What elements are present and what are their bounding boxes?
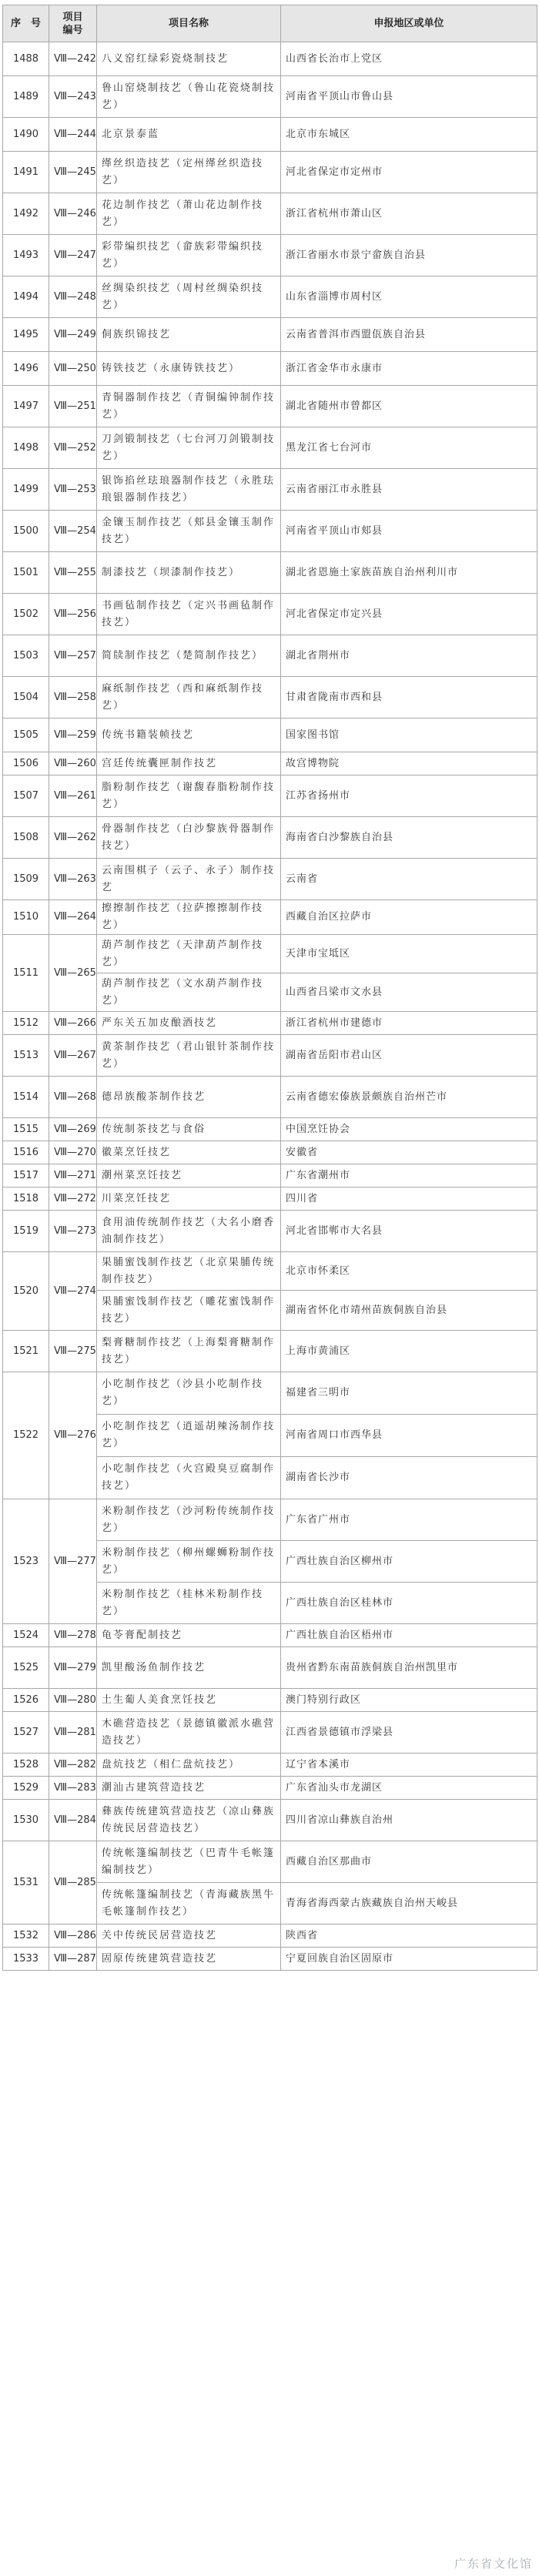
cell-region: 江西省景德镇市浮梁县 — [281, 1712, 537, 1754]
table-row — [3, 1252, 537, 1291]
cell-item-name: 徽菜烹饪技艺 — [97, 1141, 281, 1164]
cell-item-name: 果脯蜜饯制作技艺（雕花蜜饯制作技艺） — [97, 1291, 281, 1331]
cell-serial-no: 1493 — [3, 235, 49, 276]
table-row — [3, 1331, 537, 1372]
cell-region: 青海省海西蒙古族藏族自治州天峻县 — [281, 1883, 537, 1924]
cell-item-code: Ⅷ—275 — [49, 1331, 97, 1372]
table-row — [3, 276, 537, 318]
cell-item-code: Ⅷ—271 — [49, 1164, 97, 1188]
cell-region: 广东省潮州市 — [281, 1164, 537, 1188]
table-row — [3, 1188, 537, 1211]
cell-item-name: 骨器制作技艺（白沙黎族骨器制作技艺） — [97, 817, 281, 859]
cell-region: 故宫博物院 — [281, 752, 537, 775]
cell-region: 辽宁省本溪市 — [281, 1754, 537, 1777]
cell-item-name: 潮州菜烹饪技艺 — [97, 1164, 281, 1188]
cell-serial-no: 1528 — [3, 1754, 49, 1777]
header-name: 项目名称 — [97, 5, 281, 42]
cell-serial-no: 1489 — [3, 76, 49, 118]
table-row — [3, 1712, 537, 1754]
table-row — [3, 1624, 537, 1647]
cell-region: 甘肃省陇南市西和县 — [281, 677, 537, 719]
cell-item-name: 潮汕古建筑营造技艺 — [97, 1777, 281, 1800]
cell-item-name: 黄茶制作技艺（君山银针茶制作技艺） — [97, 1035, 281, 1077]
cell-item-code: Ⅷ—265 — [49, 935, 97, 1012]
table-row — [3, 76, 537, 118]
cell-item-name: 葫芦制作技艺（天津葫芦制作技艺） — [97, 935, 281, 973]
cell-region: 湖北省恩施土家族苗族自治州利川市 — [281, 552, 537, 594]
cell-serial-no: 1519 — [3, 1211, 49, 1252]
cell-item-name: 脂粉制作技艺（谢馥春脂粉制作技艺） — [97, 775, 281, 817]
cell-serial-no: 1511 — [3, 935, 49, 1012]
cell-item-code: Ⅷ—247 — [49, 235, 97, 276]
cell-item-name: 小吃制作技艺（火宫殿臭豆腐制作技艺） — [97, 1457, 281, 1499]
cell-region: 山西省吕梁市文水县 — [281, 973, 537, 1012]
cell-region: 河北省保定市定兴县 — [281, 594, 537, 635]
cell-item-name: 果脯蜜饯制作技艺（北京果脯传统制作技艺） — [97, 1252, 281, 1291]
cell-region: 河南省平顶山市鲁山县 — [281, 76, 537, 118]
table-row — [3, 935, 537, 973]
table-row — [3, 235, 537, 276]
cell-serial-no: 1515 — [3, 1118, 49, 1141]
cell-serial-no: 1513 — [3, 1035, 49, 1077]
cell-serial-no: 1524 — [3, 1624, 49, 1647]
cell-serial-no: 1509 — [3, 859, 49, 900]
cell-item-code: Ⅷ—242 — [49, 42, 97, 76]
cell-item-name: 龟苓膏配制技艺 — [97, 1624, 281, 1647]
table-row — [3, 1211, 537, 1252]
table-body — [3, 42, 537, 1971]
cell-item-code: Ⅷ—243 — [49, 76, 97, 118]
cell-region: 澳门特别行政区 — [281, 1689, 537, 1712]
cell-item-code: Ⅷ—286 — [49, 1924, 97, 1948]
cell-region: 河南省周口市西华县 — [281, 1415, 537, 1457]
cell-region: 天津市宝坻区 — [281, 935, 537, 973]
cell-region: 广西壮族自治区桂林市 — [281, 1583, 537, 1624]
cell-item-name: 彩带编织技艺（畲族彩带编织技艺） — [97, 235, 281, 276]
cell-item-code: Ⅷ—264 — [49, 900, 97, 935]
table-row — [3, 594, 537, 635]
cell-item-code: Ⅷ—287 — [49, 1948, 97, 1971]
table-row — [3, 1800, 537, 1841]
cell-serial-no: 1514 — [3, 1077, 49, 1118]
table-row — [3, 469, 537, 511]
cell-item-name: 米粉制作技艺（桂林米粉制作技艺） — [97, 1583, 281, 1624]
cell-item-code: Ⅷ—259 — [49, 719, 97, 752]
cell-item-code: Ⅷ—274 — [49, 1252, 97, 1331]
cell-serial-no: 1522 — [3, 1372, 49, 1499]
header-region: 申报地区或单位 — [281, 5, 537, 42]
cell-item-code: Ⅷ—251 — [49, 386, 97, 427]
cell-serial-no: 1500 — [3, 511, 49, 552]
cell-serial-no: 1491 — [3, 152, 49, 193]
cell-region: 湖北省随州市曾都区 — [281, 386, 537, 427]
table-row — [3, 1924, 537, 1948]
table-row — [3, 1948, 537, 1971]
cell-item-code: Ⅷ—281 — [49, 1712, 97, 1754]
cell-item-code: Ⅷ—254 — [49, 511, 97, 552]
table-row — [3, 118, 537, 152]
cell-region: 广东省汕头市龙湖区 — [281, 1777, 537, 1800]
table-row — [3, 193, 537, 235]
cell-region: 四川省凉山彝族自治州 — [281, 1800, 537, 1841]
cell-item-code: Ⅷ—277 — [49, 1499, 97, 1624]
cell-item-code: Ⅷ—246 — [49, 193, 97, 235]
cell-item-code: Ⅷ—272 — [49, 1188, 97, 1211]
cell-region: 北京市东城区 — [281, 118, 537, 152]
cell-region: 浙江省丽水市景宁畲族自治县 — [281, 235, 537, 276]
cell-serial-no: 1496 — [3, 352, 49, 386]
table-row — [3, 752, 537, 775]
cell-region: 广西壮族自治区柳州市 — [281, 1541, 537, 1583]
cell-item-name: 凯里酸汤鱼制作技艺 — [97, 1647, 281, 1689]
cell-region: 湖南省怀化市靖州苗族侗族自治县 — [281, 1291, 537, 1331]
cell-item-code: Ⅷ—260 — [49, 752, 97, 775]
cell-region: 云南省普洱市西盟佤族自治县 — [281, 318, 537, 352]
cell-item-code: Ⅷ—282 — [49, 1754, 97, 1777]
cell-serial-no: 1505 — [3, 719, 49, 752]
table-row — [3, 1754, 537, 1777]
cell-item-code: Ⅷ—256 — [49, 594, 97, 635]
table-row — [3, 352, 537, 386]
cell-item-code: Ⅷ—270 — [49, 1141, 97, 1164]
table-row — [3, 900, 537, 935]
cell-item-name: 关中传统民居营造技艺 — [97, 1924, 281, 1948]
cell-serial-no: 1490 — [3, 118, 49, 152]
table-row — [3, 635, 537, 677]
cell-item-code: Ⅷ—244 — [49, 118, 97, 152]
cell-item-name: 书画毡制作技艺（定兴书画毡制作技艺） — [97, 594, 281, 635]
cell-item-name: 八义窑红绿彩瓷烧制技艺 — [97, 42, 281, 76]
cell-item-code: Ⅷ—249 — [49, 318, 97, 352]
cell-item-name: 小吃制作技艺（沙县小吃制作技艺） — [97, 1372, 281, 1415]
cell-region: 浙江省杭州市萧山区 — [281, 193, 537, 235]
cell-serial-no: 1497 — [3, 386, 49, 427]
cell-item-name: 云南围棋子（云子、永子）制作技艺 — [97, 859, 281, 900]
cell-region: 上海市黄浦区 — [281, 1331, 537, 1372]
cell-item-name: 土生葡人美食烹饪技艺 — [97, 1689, 281, 1712]
table-row — [3, 775, 537, 817]
cell-serial-no: 1532 — [3, 1924, 49, 1948]
table-row — [3, 1118, 537, 1141]
cell-serial-no: 1503 — [3, 635, 49, 677]
cell-item-name: 川菜烹饪技艺 — [97, 1188, 281, 1211]
cell-item-code: Ⅷ—278 — [49, 1624, 97, 1647]
cell-item-code: Ⅷ—285 — [49, 1841, 97, 1924]
cell-item-name: 花边制作技艺（萧山花边制作技艺） — [97, 193, 281, 235]
cell-region: 湖北省荆州市 — [281, 635, 537, 677]
cell-item-code: Ⅷ—258 — [49, 677, 97, 719]
cell-serial-no: 1499 — [3, 469, 49, 511]
table-row — [3, 511, 537, 552]
cell-region: 湖南省长沙市 — [281, 1457, 537, 1499]
cell-serial-no: 1517 — [3, 1164, 49, 1188]
cell-serial-no: 1526 — [3, 1689, 49, 1712]
cell-serial-no: 1492 — [3, 193, 49, 235]
cell-region: 福建省三明市 — [281, 1372, 537, 1415]
cell-item-name: 固原传统建筑营造技艺 — [97, 1948, 281, 1971]
cell-item-name: 缂丝织造技艺（定州缂丝织造技艺） — [97, 152, 281, 193]
cell-serial-no: 1529 — [3, 1777, 49, 1800]
cell-region: 贵州省黔东南苗族侗族自治州凯里市 — [281, 1647, 537, 1689]
cell-item-name: 木礁营造技艺（景德镇徽派水礁营造技艺） — [97, 1712, 281, 1754]
cell-region: 浙江省杭州市建德市 — [281, 1012, 537, 1035]
cell-serial-no: 1520 — [3, 1252, 49, 1331]
table-row — [3, 859, 537, 900]
cell-serial-no: 1488 — [3, 42, 49, 76]
cell-item-name: 小吃制作技艺（逍遥胡辣汤制作技艺） — [97, 1415, 281, 1457]
cell-region: 山东省淄博市周村区 — [281, 276, 537, 318]
cell-item-name: 侗族织锦技艺 — [97, 318, 281, 352]
cell-item-name: 梨膏糖制作技艺（上海梨膏糖制作技艺） — [97, 1331, 281, 1372]
table-row — [3, 1164, 537, 1188]
cell-item-name: 擦擦制作技艺（拉萨擦擦制作技艺） — [97, 900, 281, 935]
cell-item-name: 铸铁技艺（永康铸铁技艺） — [97, 352, 281, 386]
cell-serial-no: 1507 — [3, 775, 49, 817]
cell-item-code: Ⅷ—255 — [49, 552, 97, 594]
cell-region: 黑龙江省七台河市 — [281, 427, 537, 469]
cell-region: 广东省广州市 — [281, 1499, 537, 1541]
cell-item-code: Ⅷ—253 — [49, 469, 97, 511]
cell-item-name: 传统帐篷编制技艺（青海藏族黑牛毛帐篷制作技艺） — [97, 1883, 281, 1924]
cell-item-code: Ⅷ—280 — [49, 1689, 97, 1712]
cell-item-code: Ⅷ—268 — [49, 1077, 97, 1118]
table-header-row — [3, 5, 537, 42]
cell-region: 海南省白沙黎族自治县 — [281, 817, 537, 859]
cell-item-name: 青铜器制作技艺（青铜编钟制作技艺） — [97, 386, 281, 427]
cell-item-code: Ⅷ—273 — [49, 1211, 97, 1252]
cell-item-code: Ⅷ—252 — [49, 427, 97, 469]
cell-region: 河北省保定市定州市 — [281, 152, 537, 193]
table-row — [3, 1012, 537, 1035]
cell-serial-no: 1508 — [3, 817, 49, 859]
cell-serial-no: 1516 — [3, 1141, 49, 1164]
cell-region: 西藏自治区拉萨市 — [281, 900, 537, 935]
cell-region: 山西省长治市上党区 — [281, 42, 537, 76]
cell-serial-no: 1510 — [3, 900, 49, 935]
cell-item-code: Ⅷ—279 — [49, 1647, 97, 1689]
cell-region: 北京市怀柔区 — [281, 1252, 537, 1291]
cell-item-name: 盘炕技艺（相仁盘炕技艺） — [97, 1754, 281, 1777]
cell-region: 国家图书馆 — [281, 719, 537, 752]
cell-serial-no: 1527 — [3, 1712, 49, 1754]
table-row — [3, 1777, 537, 1800]
cell-item-name: 食用油传统制作技艺（大名小磨香油制作技艺） — [97, 1211, 281, 1252]
cell-item-code: Ⅷ—283 — [49, 1777, 97, 1800]
cell-serial-no: 1518 — [3, 1188, 49, 1211]
cell-item-name: 葫芦制作技艺（文水葫芦制作技艺） — [97, 973, 281, 1012]
table-row — [3, 719, 537, 752]
cell-item-code: Ⅷ—263 — [49, 859, 97, 900]
cell-item-code: Ⅷ—250 — [49, 352, 97, 386]
cell-serial-no: 1501 — [3, 552, 49, 594]
cell-serial-no: 1531 — [3, 1841, 49, 1924]
cell-serial-no: 1506 — [3, 752, 49, 775]
table-row — [3, 318, 537, 352]
table-row — [3, 552, 537, 594]
cell-item-name: 金镶玉制作技艺（郏县金镶玉制作技艺） — [97, 511, 281, 552]
cell-region: 云南省 — [281, 859, 537, 900]
cell-item-name: 米粉制作技艺（沙河粉传统制作技艺） — [97, 1499, 281, 1541]
cell-region: 四川省 — [281, 1188, 537, 1211]
cell-serial-no: 1498 — [3, 427, 49, 469]
table-row — [3, 1841, 537, 1883]
cell-serial-no: 1530 — [3, 1800, 49, 1841]
cell-item-name: 米粉制作技艺（柳州螺蛳粉制作技艺） — [97, 1541, 281, 1583]
cell-item-name: 制漆技艺（坝漆制作技艺） — [97, 552, 281, 594]
cell-item-code: Ⅷ—262 — [49, 817, 97, 859]
cell-item-name: 北京景泰蓝 — [97, 118, 281, 152]
cell-region: 中国烹饪协会 — [281, 1118, 537, 1141]
cell-serial-no: 1495 — [3, 318, 49, 352]
cell-item-code: Ⅷ—276 — [49, 1372, 97, 1499]
cell-serial-no: 1523 — [3, 1499, 49, 1624]
cell-serial-no: 1512 — [3, 1012, 49, 1035]
table-row — [3, 1141, 537, 1164]
table-row — [3, 1689, 537, 1712]
cell-region: 河南省平顶山市郏县 — [281, 511, 537, 552]
cell-item-code: Ⅷ—245 — [49, 152, 97, 193]
table-row — [3, 42, 537, 76]
cell-serial-no: 1525 — [3, 1647, 49, 1689]
cell-item-name: 银饰掐丝珐琅器制作技艺（永胜珐琅银器制作技艺） — [97, 469, 281, 511]
cell-region: 宁夏回族自治区固原市 — [281, 1948, 537, 1971]
cell-serial-no: 1504 — [3, 677, 49, 719]
cell-item-name: 简牍制作技艺（楚简制作技艺） — [97, 635, 281, 677]
cell-item-code: Ⅷ—248 — [49, 276, 97, 318]
cell-region: 云南省德宏傣族景颇族自治州芒市 — [281, 1077, 537, 1118]
table-row — [3, 427, 537, 469]
cell-item-code: Ⅷ—284 — [49, 1800, 97, 1841]
cell-region: 陕西省 — [281, 1924, 537, 1948]
cell-item-name: 鲁山窑烧制技艺（鲁山花瓷烧制技艺） — [97, 76, 281, 118]
table-row — [3, 1647, 537, 1689]
table-row — [3, 1372, 537, 1415]
watermark-logo: 广东省文化馆 — [454, 2557, 533, 2571]
cell-item-name: 严东关五加皮酿酒技艺 — [97, 1012, 281, 1035]
cell-item-name: 传统制茶技艺与食俗 — [97, 1118, 281, 1141]
cell-item-name: 彝族传统建筑营造技艺（凉山彝族传统民居营造技艺） — [97, 1800, 281, 1841]
table-row — [3, 1035, 537, 1077]
table-row — [3, 1077, 537, 1118]
table-row — [3, 1499, 537, 1541]
cell-item-name: 麻纸制作技艺（西和麻纸制作技艺） — [97, 677, 281, 719]
cell-item-code: Ⅷ—257 — [49, 635, 97, 677]
cell-item-name: 刀剑锻制技艺（七台河刀剑锻制技艺） — [97, 427, 281, 469]
cell-region: 江苏省扬州市 — [281, 775, 537, 817]
cell-serial-no: 1533 — [3, 1948, 49, 1971]
table-row — [3, 817, 537, 859]
cell-region: 浙江省金华市永康市 — [281, 352, 537, 386]
header-no: 序 号 — [3, 5, 49, 42]
heritage-table — [2, 5, 537, 1971]
cell-region: 湖南省岳阳市君山区 — [281, 1035, 537, 1077]
cell-item-name: 德昂族酸茶制作技艺 — [97, 1077, 281, 1118]
cell-serial-no: 1502 — [3, 594, 49, 635]
cell-item-code: Ⅷ—269 — [49, 1118, 97, 1141]
cell-serial-no: 1494 — [3, 276, 49, 318]
cell-item-code: Ⅷ—266 — [49, 1012, 97, 1035]
cell-item-code: Ⅷ—261 — [49, 775, 97, 817]
cell-serial-no: 1521 — [3, 1331, 49, 1372]
header-code: 项目 编号 — [49, 5, 97, 42]
cell-region: 云南省丽江市永胜县 — [281, 469, 537, 511]
table-row — [3, 152, 537, 193]
cell-item-name: 丝绸染织技艺（周村丝绸染织技艺） — [97, 276, 281, 318]
cell-item-name: 宫廷传统囊匣制作技艺 — [97, 752, 281, 775]
cell-region: 河北省邯郸市大名县 — [281, 1211, 537, 1252]
cell-item-name: 传统帐篷编制技艺（巴青牛毛帐篷编制技艺） — [97, 1841, 281, 1883]
table-row — [3, 677, 537, 719]
cell-item-name: 传统书籍装帧技艺 — [97, 719, 281, 752]
cell-region: 安徽省 — [281, 1141, 537, 1164]
cell-region: 广西壮族自治区梧州市 — [281, 1624, 537, 1647]
table-row — [3, 386, 537, 427]
cell-region: 西藏自治区那曲市 — [281, 1841, 537, 1883]
cell-item-code: Ⅷ—267 — [49, 1035, 97, 1077]
